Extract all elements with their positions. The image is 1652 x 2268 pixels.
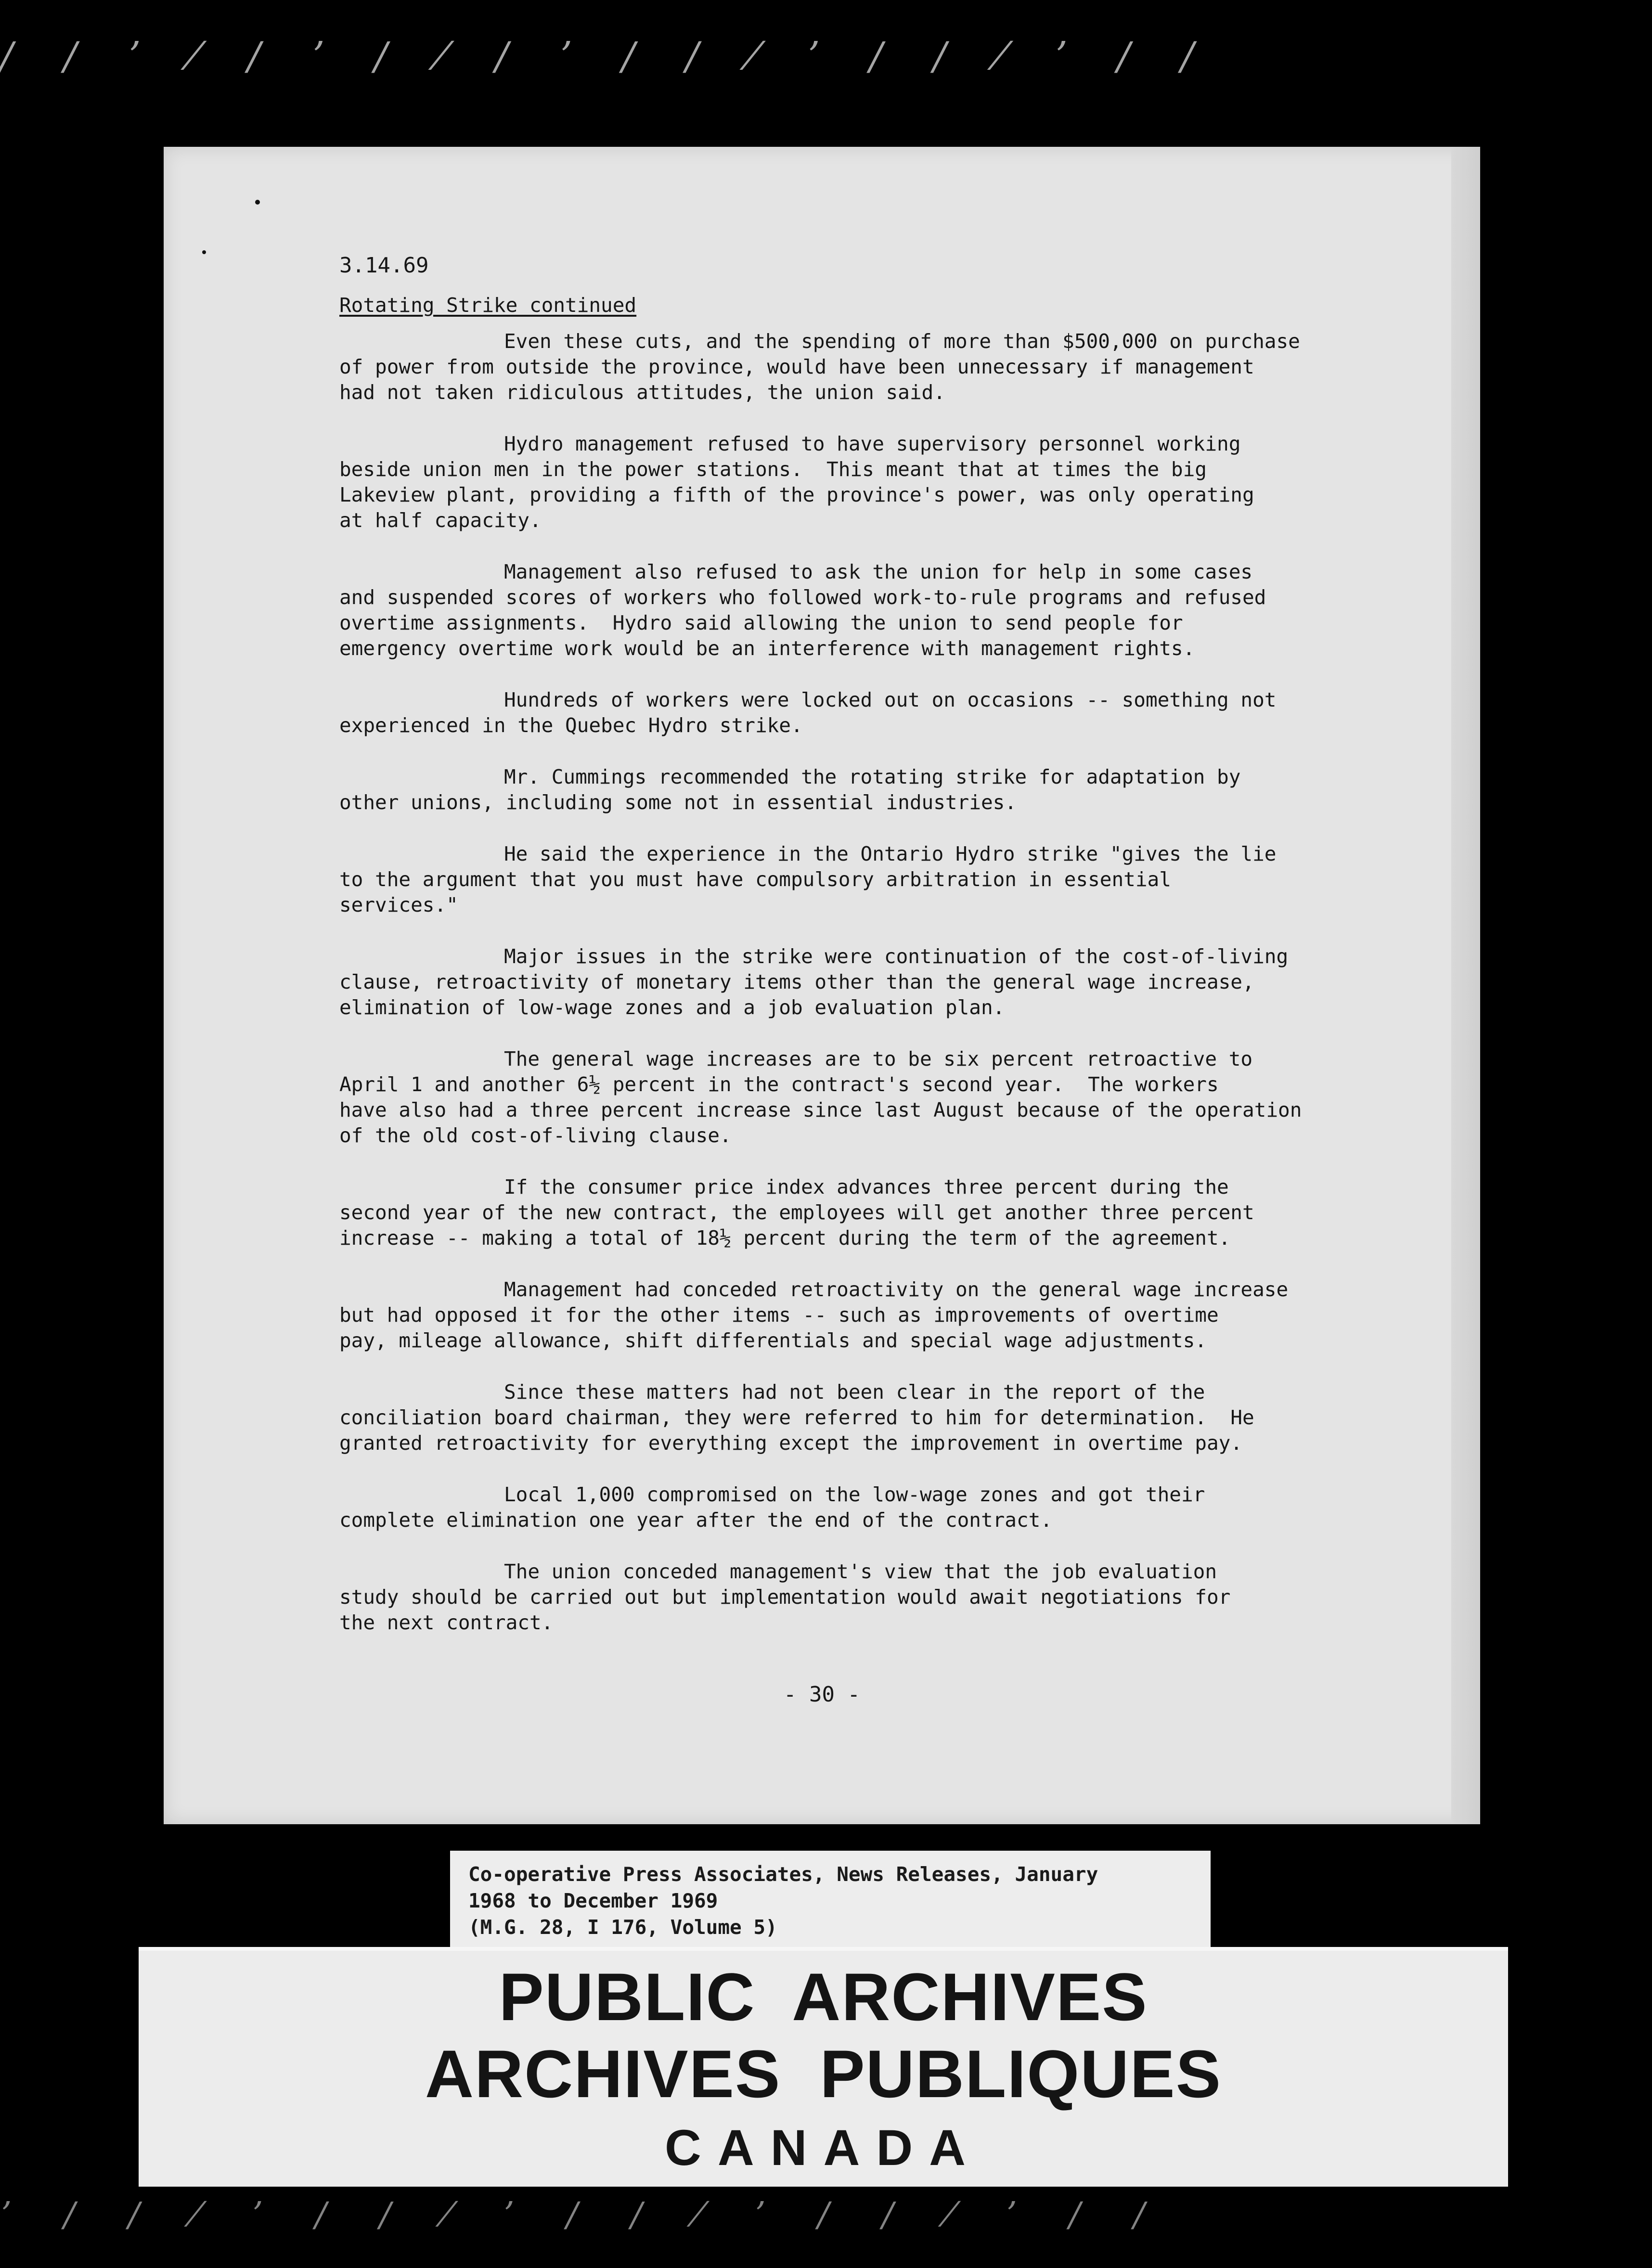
paragraph-line: Hydro management refused to have supervisory personnel working [504,432,1241,455]
paragraph [339,1379,1427,1456]
paragraph-line: experienced in the Quebec Hydro strike. [339,714,803,737]
paragraph [339,687,1427,738]
paragraph-line: services." [339,893,458,916]
paragraph-line: but had opposed it for the other items -- such as improvements of overtime [339,1303,1219,1327]
paragraph [339,841,1427,918]
paragraph-line: of the old cost-of-living clause. [339,1124,732,1147]
paragraph-list [339,329,1427,1636]
paragraph-line: study should be carried out but implementation would await negotiations for [339,1585,1231,1609]
paragraph [339,944,1427,1020]
stamp-line-english: PUBLIC ARCHIVES [499,1959,1148,2035]
paragraph-line: Local 1,000 compromised on the low-wage zones and got their [504,1483,1205,1506]
paragraph-line: have also had a three percent increase since last August because of the operation [339,1098,1302,1121]
dust-speck [202,250,206,254]
paragraph-line: Major issues in the strike were continuation of the cost-of-living [504,945,1289,968]
paragraph [339,1174,1427,1251]
paragraph-line: April 1 and another 6½ percent in the contract's second year. The workers [339,1073,1219,1096]
paragraph-line: Since these matters had not been clear in the report of the [504,1380,1205,1404]
paragraph-line: The general wage increases are to be six percent retroactive to [504,1047,1253,1070]
paragraph-line: conciliation board chairman, they were referred to him for determination. He [339,1406,1254,1429]
paragraph-line: had not taken ridiculous attitudes, the union said. [339,381,945,404]
paragraph-line: If the consumer price index advances three percent during the [504,1175,1229,1198]
paragraph-line: Management also refused to ask the union for help in some cases [504,560,1253,583]
paragraph-line: the next contract. [339,1611,554,1634]
paragraph-line: and suspended scores of workers who followed work-to-rule programs and refused [339,586,1266,609]
document-date: 3.14.69 [339,253,429,278]
stamp-line-french: ARCHIVES PUBLIQUES [425,2036,1222,2112]
page-number: - 30 - [784,1682,860,1707]
film-edge-marks: / ∕ ʼ ⁄ ∕ ʼ / ⁄ ∕ ʼ / ∕ ⁄ ʼ / ∕ ⁄ ʼ / ∕ [0,34,1213,78]
paragraph-line: clause, retroactivity of monetary items other than the general wage increase, [339,970,1254,993]
paragraph-line: Lakeview plant, providing a fifth of the province's power, was only operating [339,483,1254,506]
paragraph-line: complete elimination one year after the end of the contract. [339,1508,1053,1532]
paragraph-line: to the argument that you must have compulsory arbitration in essential [339,868,1171,891]
paragraph-line: Hundreds of workers were locked out on occasions -- something not [504,688,1277,711]
archive-label-line-3: (M.G. 28, I 176, Volume 5) [468,1916,777,1939]
paragraph [339,1277,1427,1353]
paragraph-line: other unions, including some not in essential industries. [339,791,1017,814]
paragraph-line: Even these cuts, and the spending of more than $500,000 on purchase [504,330,1300,353]
paragraph-line: Mr. Cummings recommended the rotating strike for adaptation by [504,765,1241,788]
paragraph [339,559,1427,661]
paragraph [339,431,1427,533]
paragraph-line: increase -- making a total of 18½ percent during the term of the agreement. [339,1226,1231,1250]
paragraph-line: at half capacity. [339,509,542,532]
document-page [164,147,1480,1824]
section-heading: Rotating Strike continued [339,294,637,317]
paragraph [339,1482,1427,1533]
paragraph-line: emergency overtime work would be an interference with management rights. [339,637,1195,660]
paragraph [339,1559,1427,1636]
paragraph-line: Management had conceded retroactivity on the general wage increase [504,1278,1289,1301]
paragraph-line: elimination of low-wage zones and a job evaluation plan. [339,996,1005,1019]
dust-speck [255,200,260,205]
public-archives-stamp [139,1947,1508,2187]
stamp-line-country: CANADA [665,2120,982,2176]
paragraph-line: beside union men in the power stations. This meant that at times the big [339,458,1207,481]
film-border-top [0,0,1652,125]
document-body [339,253,1427,1662]
paragraph-line: The union conceded management's view that the job evaluation [504,1560,1217,1583]
film-edge-marks-bottom: ʼ / ∕ ⁄ ʼ / ∕ ⁄ ʼ / ∕ ⁄ ʼ / ∕ ⁄ ʼ / ∕ [0,2195,1166,2234]
paragraph-line: pay, mileage allowance, shift differentials and special wage adjustments. [339,1329,1207,1352]
archive-label-line-2: 1968 to December 1969 [468,1889,718,1912]
paragraph-line: overtime assignments. Hydro said allowing the union to send people for [339,611,1183,634]
archive-label-line-1: Co-operative Press Associates, News Releases, January [468,1863,1098,1886]
page-edge-shading [1451,147,1480,1824]
paragraph-line: of power from outside the province, would have been unnecessary if management [339,355,1254,378]
paragraph [339,764,1427,815]
paragraph [339,1046,1427,1148]
paragraph-line: granted retroactivity for everything except the improvement in overtime pay. [339,1431,1242,1455]
paragraph-line: He said the experience in the Ontario Hydro strike "gives the lie [504,842,1277,865]
paragraph-line: second year of the new contract, the employees will get another three percent [339,1201,1254,1224]
paragraph [339,329,1427,405]
